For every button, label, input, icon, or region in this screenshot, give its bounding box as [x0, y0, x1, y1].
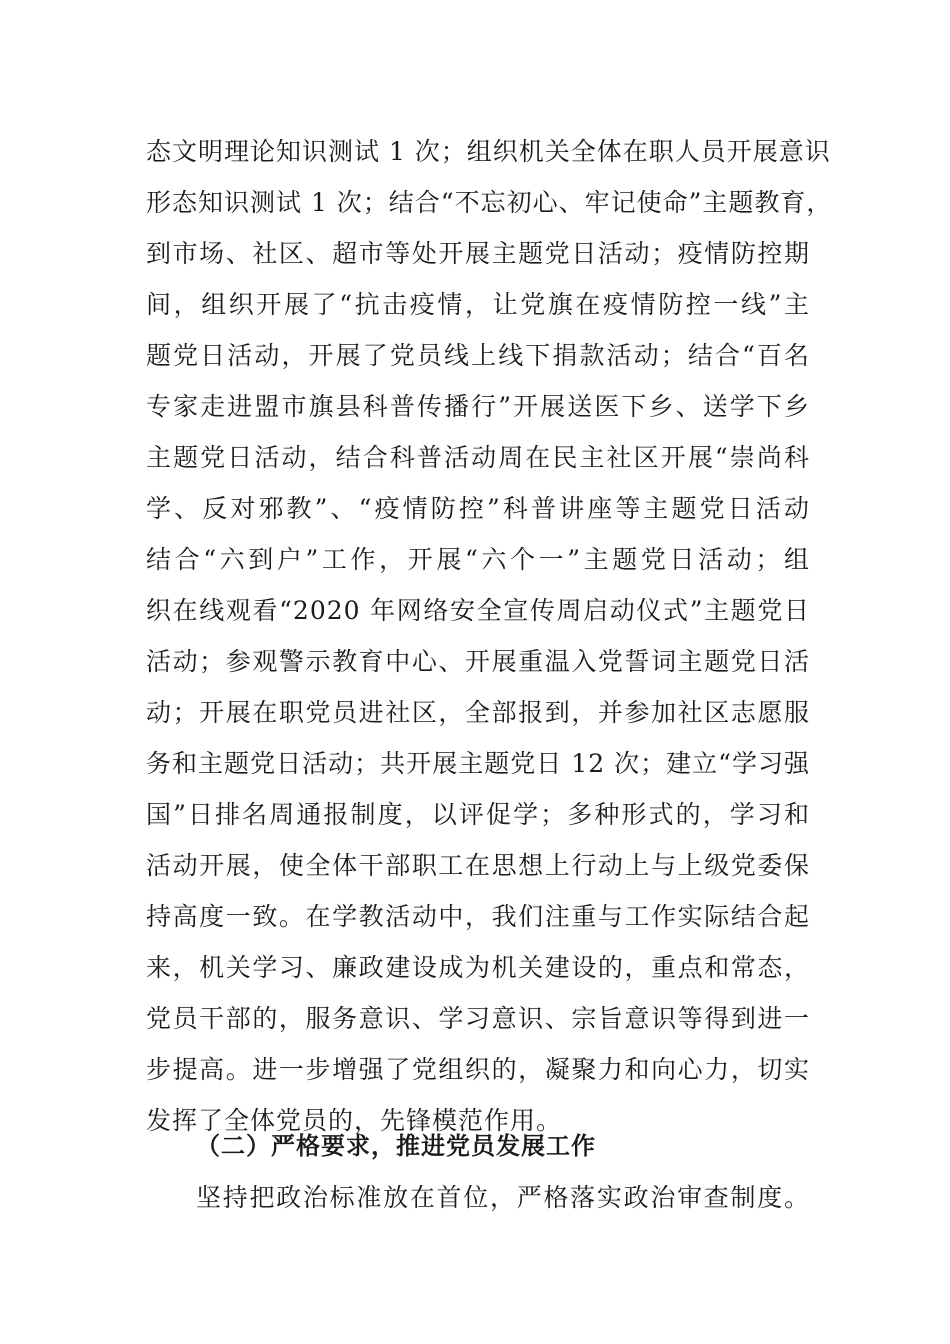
paragraph-line: 活动开展，使全体干部职工在思想上行动上与上级党委保 — [146, 851, 810, 880]
paragraph-line: 专家走进盟市旗县科普传播行”开展送医下乡、送学下乡 — [146, 392, 810, 421]
paragraph-line: 题党日活动，开展了党员线上线下捐款活动；结合“百名 — [146, 341, 810, 370]
paragraph-line: 发挥了全体党员的，先锋模范作用。 — [146, 1106, 563, 1135]
paragraph-line: 持高度一致。在学教活动中，我们注重与工作实际结合起 — [146, 902, 810, 931]
paragraph-line: 间，组织开展了“抗击疫情，让党旗在疫情防控一线”主 — [146, 290, 810, 319]
paragraph-line: 织在线观看“2020 年网络安全宣传周启动仪式”主题党日 — [146, 596, 810, 625]
paragraph-line: 务和主题党日活动；共开展主题党日 12 次；建立“学习强 — [146, 749, 810, 778]
paragraph-line: 国”日排名周通报制度，以评促学；多种形式的，学习和 — [146, 800, 810, 829]
paragraph-body — [146, 126, 833, 1146]
paragraph-line: 学、反对邪教”、“疫情防控”科普讲座等主题党日活动 — [146, 494, 810, 523]
paragraph-line: 党员干部的，服务意识、学习意识、宗旨意识等得到进一 — [146, 1004, 810, 1033]
section-heading: （二）严格要求，推进党员发展工作 — [196, 1132, 596, 1160]
paragraph-line: 到市场、社区、超市等处开展主题党日活动；疫情防控期 — [146, 239, 810, 268]
paragraph-line: 活动；参观警示教育中心、开展重温入党誓词主题党日活 — [146, 647, 810, 676]
paragraph-line: 动；开展在职党员进社区，全部报到，并参加社区志愿服 — [146, 698, 810, 727]
paragraph-line: 来，机关学习、廉政建设成为机关建设的，重点和常态， — [146, 953, 810, 982]
paragraph-line: 结合“六到户”工作，开展“六个一”主题党日活动；组 — [146, 545, 810, 574]
paragraph-line: 形态知识测试 1 次；结合“不忘初心、牢记使命”主题教育， — [146, 188, 833, 217]
next-paragraph-line: 坚持把政治标准放在首位，严格落实政治审查制度。 — [196, 1183, 810, 1212]
paragraph-line: 步提高。进一步增强了党组织的，凝聚力和向心力，切实 — [146, 1055, 810, 1084]
paragraph-line: 主题党日活动，结合科普活动周在民主社区开展“崇尚科 — [146, 443, 810, 472]
paragraph-line: 态文明理论知识测试 1 次；组织机关全体在职人员开展意识 — [146, 137, 831, 166]
